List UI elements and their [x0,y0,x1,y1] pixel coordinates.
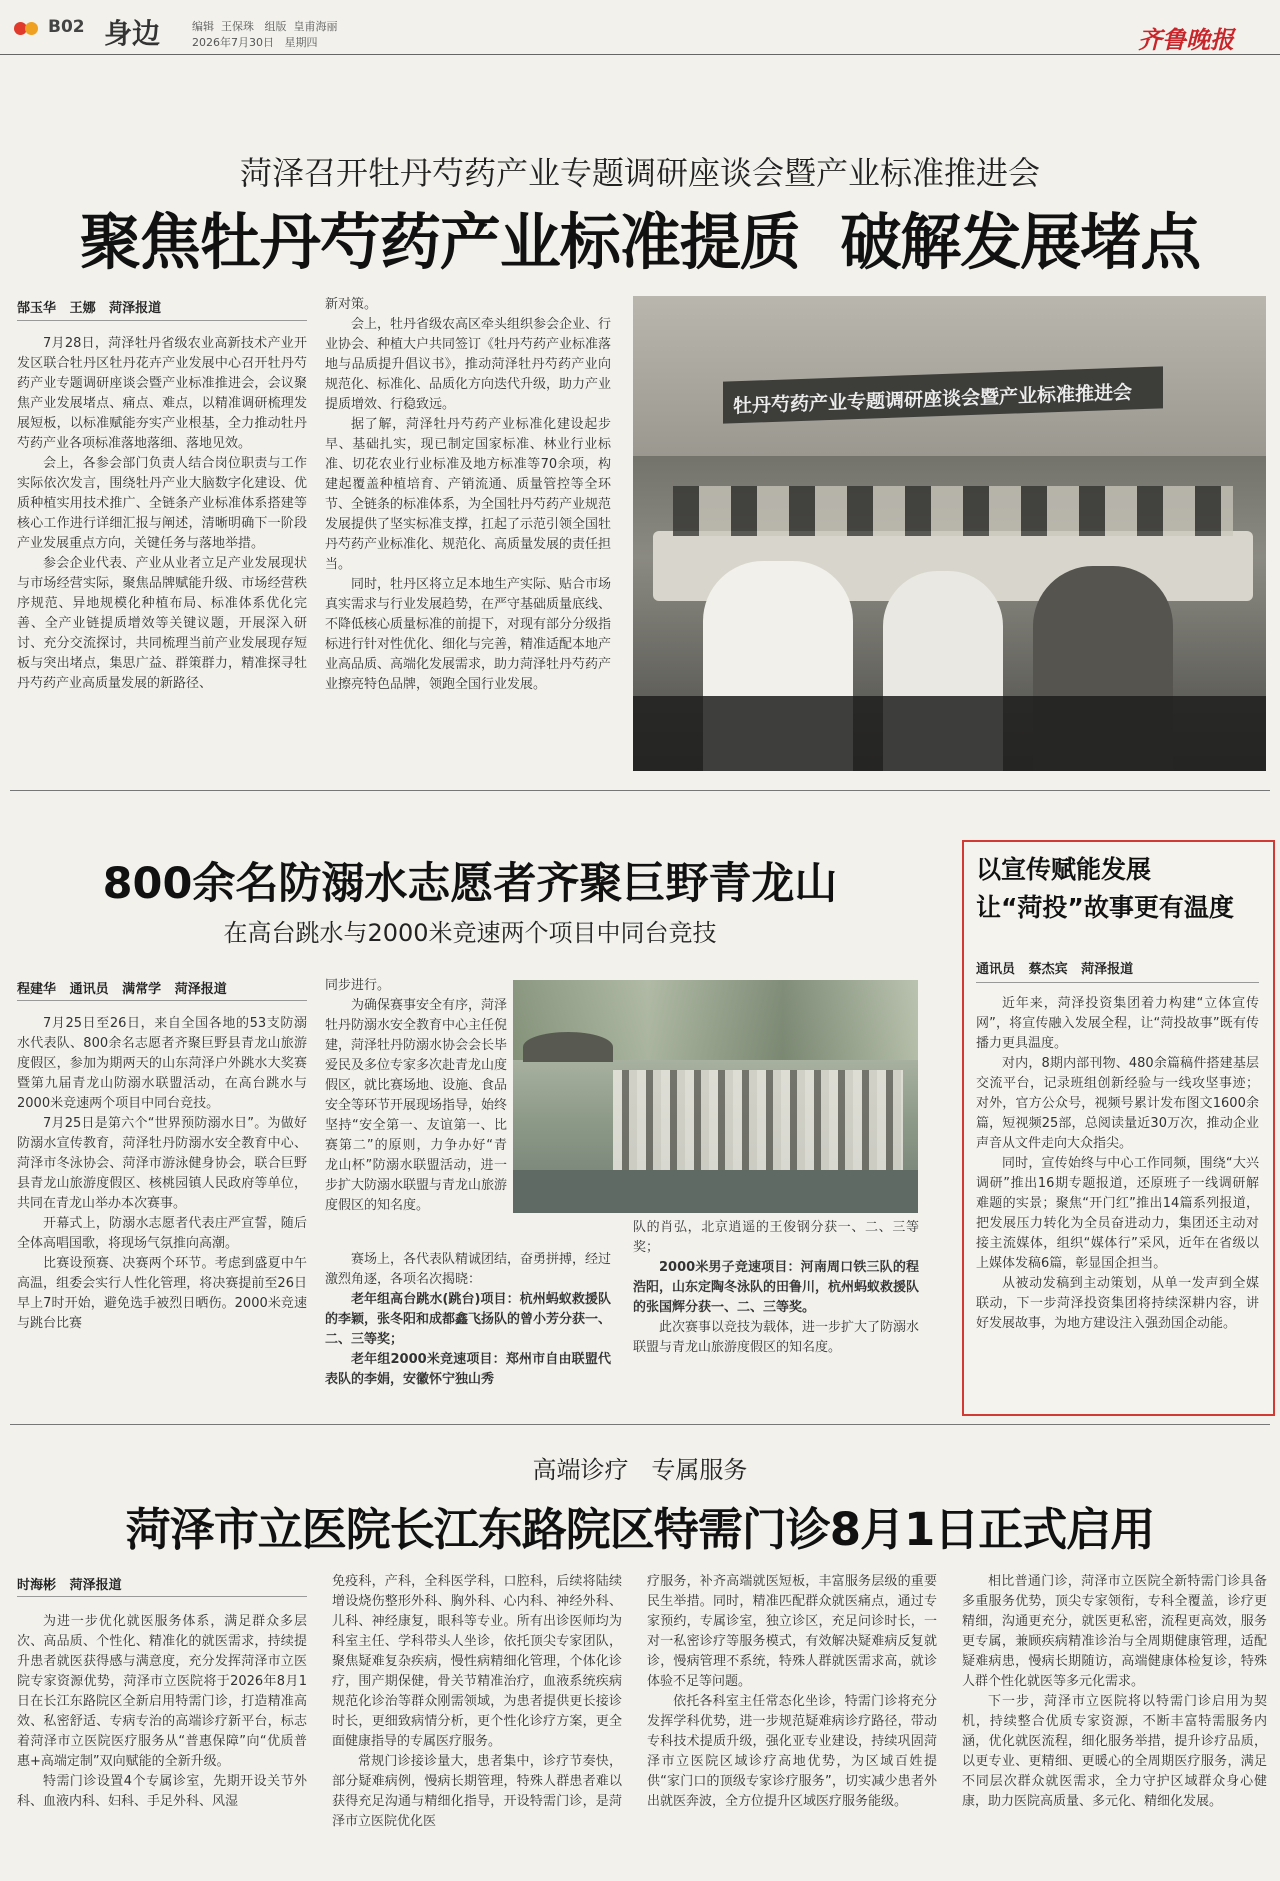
masthead [0,0,1280,52]
article3-col2-para-2: 常规门诊接诊量大，患者集中，诊疗节奏快，部分疑难病例，慢病长期管理，特殊人群患者难以获得充足沟通与精细化指导，开设特需门诊，是菏泽市立医院优化医 [332,1754,622,1829]
article3-col2-para-1: 免疫科，产科，全科医学科，口腔科，后续将陆续增设烧伤整形外科、胸外科、心内科、神经外科、儿科、神经康复，眼科等专业。所有出诊医师均为科室主任、学科带头人坐诊，依托顶尖专家团队，聚焦疑难复杂疾病，慢性病精细化管理，个体化诊疗，围产期保健，骨关节精准治疗，血液系统疾病规范化诊治等群众刚需领域，为患者提供更长接诊时长，更细致病情分析，更个性化诊疗方案，更全面健康指导的专属医疗服务。 [332,1574,622,1749]
article3-col3-para-2: 依托各科室主任常态化坐诊，特需门诊将充分发挥学科优势，进一步规范疑难病诊疗路径，带动专科技术提质升级，强化亚专业建设，持续巩固菏泽市立医院区域诊疗高地优势，为区域百姓提供“家门口的顶级专家诊疗服务”，切实减少患者外出就医奔波，全方位提升区域医疗服务能级。 [647,1694,937,1809]
article2-col3-para-2: 2000米男子竞速项目：河南周口铁三队的程浩阳，山东定陶冬泳队的田鲁川，杭州蚂蚁救援队的张国辉分获一、二、三等奖。 [633,1260,919,1315]
section-name: 身边 [104,17,161,50]
article3-kicker: 高端诊疗 专属服务 [532,1456,748,1484]
sidebar-byline-rule [976,982,1259,983]
article2-col1-para-1: 7月25日至26日，来自全国各地的53支防溺水代表队、800余名志愿者齐聚巨野县青龙山旅游度假区，参加为期两天的山东菏泽户外跳水大奖赛暨第九届青龙山防溺水联盟活动，在高台跳水与2000米竞速两个项目中同台竞技。 [17,1016,307,1111]
sidebar-title-line1: 以宣传赋能发展 [976,855,1152,884]
article1-headline: 聚焦牡丹芍药产业标准提质 破解发展堵点 [79,207,1201,278]
meeting-photo [633,296,1266,771]
issue-date: 2026年7月30日 星期四 [192,36,318,49]
article1-bottom-rule [10,790,1270,791]
article2-col3-para-1: 队的肖弘，北京逍遥的王俊钢分获一、二、三等奖； [633,1220,919,1255]
sidebar-para-1: 近年来，菏泽投资集团着力构建“立体宣传网”，将宣传融入发展全程，让“菏投故事”既有传播力更具温度。 [976,996,1259,1051]
article1-col1-para-1: 7月28日，菏泽牡丹省级农业高新技术产业开发区联合牡丹区牡丹花卉产业发展中心召开牡丹芍药产业专题调研座谈会暨产业标准推进会，会议聚焦产业发展堵点、痛点、难点，以精准调研梳理发展短板，以标准赋能夯实产业根基，全力推动牡丹芍药产业各项标准落地落细、落地见效。 [17,336,307,451]
article2-col2-para-1: 同步进行。 [325,978,391,993]
article2-col2-upper [325,976,507,1224]
sidebar-title-line2: 让“菏投”故事更有温度 [976,893,1234,922]
article1-kicker: 菏泽召开牡丹芍药产业专题调研座谈会暨产业标准推进会 [239,154,1040,192]
attendee-row [673,486,1233,536]
masthead-logo-dot-icon-2 [25,22,38,35]
article2-col2-para-5: 老年组2000米竞速项目：郑州市自由联盟代表队的李娟，安徽怀宁独山秀 [325,1352,611,1387]
article1-col2-para-3: 据了解，菏泽牡丹芍药产业标准化建设起步早、基础扎实，现已制定国家标准、林业行业标准、切花农业行业标准及地方标准等70余项，构建起覆盖种植培育、产销流通、质量管控等全环节、全链条的标准体系，为全国牡丹芍药产业规范发展提供了坚实标准支撑，扛起了示范引领全国牡丹芍药产业标准化、规范化、高质量发展的责任担当。 [325,417,611,572]
page-number: B02 [48,17,85,37]
article3-col1-para-1: 为进一步优化就医服务体系，满足群众多层次、高品质、个性化、精准化的就医需求，持续提升患者就医获得感与满意度，充分发挥菏泽市立医院专家资源优势，菏泽市立医院将于2026年8月1日在长江东路院区全新启用特需门诊，打造精准高效、私密舒适、专病专治的高端诊疗新平台，标志着菏泽市立医院医疗服务从“普惠保障”向“优质普惠+高端定制”双向赋能的全新升级。 [17,1614,307,1769]
article3-col1-para-2: 特需门诊设置4个专属诊室，先期开设关节外科、血液内科、妇科、手足外科、风湿 [17,1774,307,1809]
article1-col1-para-2: 会上，各参会部门负责人结合岗位职责与工作实际依次发言，围绕牡丹产业大脑数字化建设、优质种植实用技术推广、全链条产业标准体系搭建等核心工作进行详细汇报与阐述，清晰明确下一阶段产业发展重点方向，关键任务与落地举措。 [17,456,307,551]
article2-byline: 程建华 通讯员 满常学 菏泽报道 [17,982,227,997]
article2-headline: 800余名防溺水志愿者齐聚巨野青龙山 [102,859,838,909]
article3-col1 [17,1612,307,1874]
meeting-banner-text: 牡丹芍药产业专题调研座谈会暨产业标准推进会 [733,381,1133,418]
article2-bottom-rule [10,1424,1270,1425]
article2-col2-para-3: 赛场上，各代表队精诚团结，奋勇拼搏，经过激烈角逐，各项名次揭晓： [325,1252,611,1287]
article1-byline: 郜玉华 王娜 菏泽报道 [17,301,162,316]
swimmers-crowd [613,1070,903,1170]
article2-byline-rule [17,1000,307,1001]
foreground-chair-row [633,696,1266,771]
article1-col1 [17,334,307,774]
article3-col3-para-1: 疗服务，补齐高端就医短板，丰富服务层级的重要民生举措。同时，精准匹配群众就医痛点，通过专家预约，专属诊室，独立诊区，充足问诊时长，一对一私密诊疗等服务模式，有效解决疑难病反复就诊，慢病管理不系统，特殊人群就医需求高，就诊体验不足等问题。 [647,1574,937,1689]
paper-name: 齐鲁晚报 [1138,25,1234,54]
sidebar-para-2: 对内，8期内部刊物、480余篇稿件搭建基层交流平台，记录班组创新经验与一线攻坚事迹；对外，官方公众号，视频号累计发布图文1600余篇，短视频25部，总阅读量近30万次，推动企业声音从文件走向大众指尖。 [976,1056,1259,1151]
masthead-rule [0,54,1280,55]
article1-col2-para-2: 会上，牡丹省级农高区牵头组织参会企业、行业协会、种植大户共同签订《牡丹芍药产业标准落地与品质提升倡议书》，推动菏泽牡丹芍药产业向规范化、标准化、品质化方向迭代升级，助力产业提质增效、行稳致远。 [325,317,611,412]
sidebar-para-4: 从被动发稿到主动策划，从单一发声到全媒联动，下一步菏泽投资集团将持续深耕内容，讲好发展故事，为地方建设注入强劲国企动能。 [976,1276,1259,1331]
sidebar-box [962,840,1275,1416]
sidebar-para-3: 同时，宣传始终与中心工作同频，围绕“大兴调研”推出16期专题报道，还原班子一线调研解难题的实景；聚焦“开门红”推出14篇系列报道，把发展压力转化为全员奋进动力，集团还主动对接主流媒体，组织“媒体行”采风，近年在省级以上媒体发稿6篇，彰显国企担当。 [976,1156,1259,1271]
article3-col4-para-2: 下一步，菏泽市立医院将以特需门诊启用为契机，持续整合优质专家资源，不断丰富特需服务内涵，优化就医流程，细化服务举措，提升诊疗品质，以更专业、更精细、更暖心的全周期医疗服务，满足不同层次群众就医需求，全力守护区域群众身心健康，助力医院高质量、多元化、精细化发展。 [962,1694,1267,1809]
article3-col3 [647,1572,937,1874]
swimmers-photo-umbrella [523,1032,613,1062]
swimmers-photo [513,980,918,1213]
article1-byline-rule [17,320,307,321]
article1-col2-para-1: 新对策。 [325,297,378,312]
article1-col1-para-3: 参会企业代表、产业从业者立足产业发展现状与市场经营实际，聚焦品牌赋能升级、市场经营秩序规范、异地规模化种植布局、标准体系优化完善、全产业链提质增效等关键议题，开展深入研讨、充分交流探讨，共同梳理当前产业发展现存短板与突出堵点，集思广益、群策群力，精准探寻牡丹芍药产业高质量发展的新路径、 [17,556,307,691]
sidebar-byline: 通讯员 蔡杰宾 菏泽报道 [976,962,1134,977]
article3-byline-rule [17,1596,307,1597]
article3-byline: 时海彬 菏泽报道 [17,1578,122,1593]
article2-col1-para-2: 7月25日是第六个“世界预防溺水日”。为做好防溺水宣传教育，菏泽牡丹防溺水安全教育中心、菏泽市冬泳协会、菏泽市游泳健身协会，联合巨野县青龙山旅游度假区、核桃园镇人民政府等单位，共同在青龙山举办本次赛事。 [17,1116,307,1211]
article2-subhead: 在高台跳水与2000米竞速两个项目中同台竞技 [223,919,717,947]
article2-col3-para-3: 此次赛事以竞技为载体，进一步扩大了防溺水联盟与青龙山旅游度假区的知名度。 [633,1320,919,1355]
article2-col3 [633,1218,919,1398]
article2-col1-para-3: 开幕式上，防溺水志愿者代表庄严宣誓，随后全体高唱国歌，将现场气氛推向高潮。 [17,1216,307,1251]
article3-col4-para-1: 相比普通门诊，菏泽市立医院全新特需门诊具备多重服务优势，顶尖专家领衔，专科全覆盖，诊疗更精细，沟通更充分，就医更私密，流程更高效，服务更专属，兼顾疾病精准诊治与全周期健康管理，适配疑难病患，慢病长期随访，高端健康体检复诊，特殊人群个性化就医等多元化需求。 [962,1574,1267,1689]
article2-col2-para-4: 老年组高台跳水(跳台)项目：杭州蚂蚁救援队的李颖，张冬阳和成都鑫飞扬队的曾小芳分获一、二、三等奖； [325,1292,611,1347]
article2-col1-para-4: 比赛设预赛、决赛两个环节。考虑到盛夏中午高温，组委会实行人性化管理，将决赛提前至26日早上7时开始，避免选手被烈日晒伤。2000米竞速与跳台比赛 [17,1256,307,1331]
article2-col2-para-2: 为确保赛事安全有序，菏泽牡丹防溺水安全教育中心主任倪建，菏泽牡丹防溺水协会会长毕爱民及多位专家多次赴青龙山度假区，就比赛场地、设施、食品安全等环节开展现场指导，始终坚持“安全第一、友谊第一、比赛第二”的原则，力争办好“青龙山杯”防溺水联盟活动，进一步扩大防溺水联盟与青龙山旅游度假区的知名度。 [325,998,507,1213]
swimmers-photo-pool [513,1170,918,1213]
article1-col2-para-4: 同时，牡丹区将立足本地生产实际、贴合市场真实需求与行业发展趋势，在严守基础质量底线、不降低核心质量标准的前提下，对现有部分分级指标进行针对性优化、细化与完善，精准适配本地产业高品质、高端化发展需求，助力菏泽牡丹芍药产业擦亮特色品牌，领跑全国行业发展。 [325,577,611,692]
sidebar-body [976,994,1259,1406]
article3-col2 [332,1572,622,1874]
article3-headline: 菏泽市立医院长江东路院区特需门诊8月1日正式启用 [125,1503,1155,1556]
editor-credit: 编辑 王保珠 组版 皇甫海丽 [192,20,338,33]
article1-col2 [325,295,611,775]
article2-col2-lower [325,1250,611,1395]
article3-col4 [962,1572,1267,1874]
article2-col1 [17,1014,307,1394]
